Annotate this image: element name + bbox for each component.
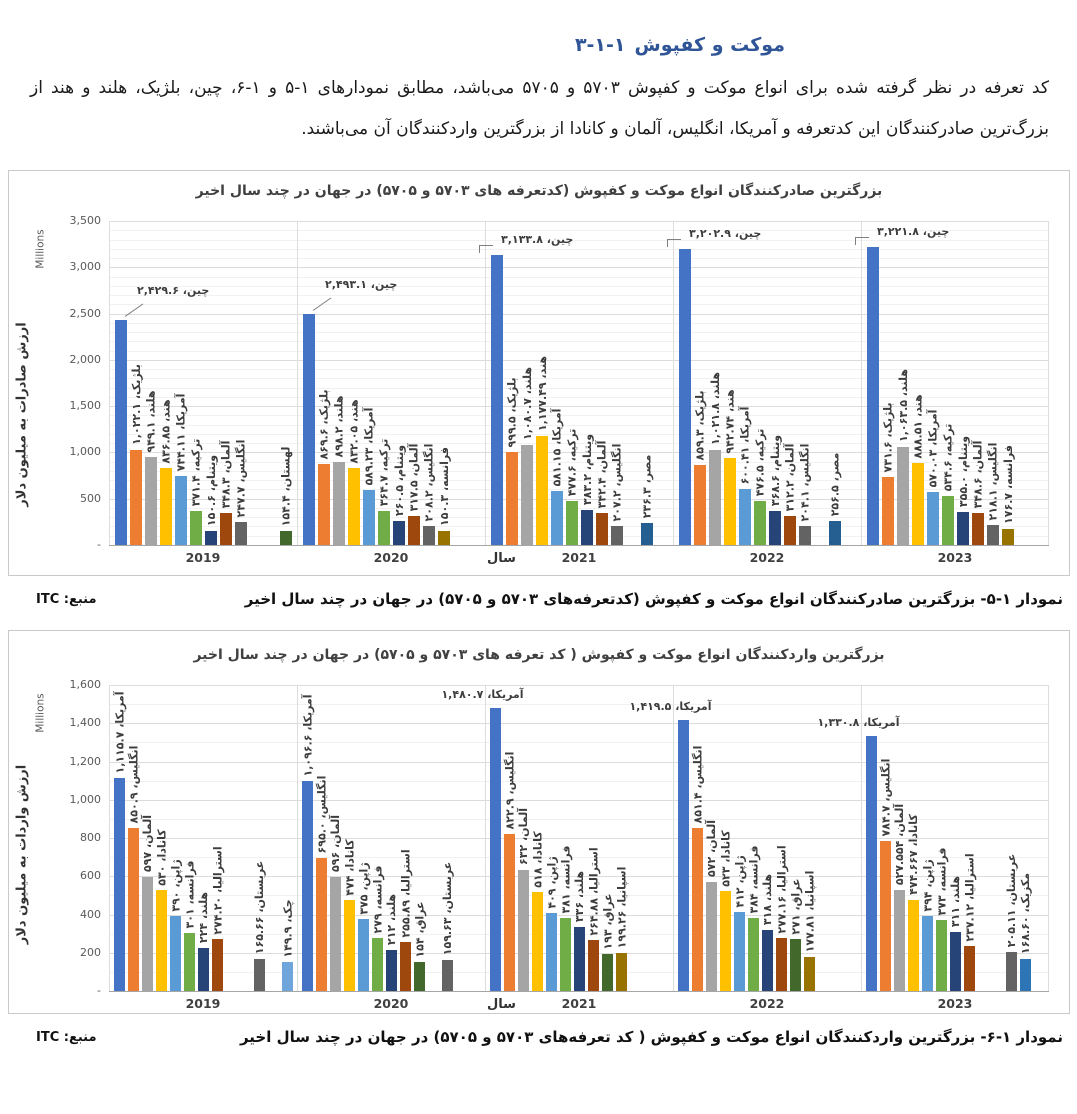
bar-label: عربستان، ۲۰۵.۱۱ <box>1005 853 1019 948</box>
bar <box>175 476 187 545</box>
bar <box>235 522 247 545</box>
bar-label: آلمان، ۳۴۲.۴ <box>595 440 609 509</box>
bar <box>942 496 954 545</box>
bar-label: آمریکا، ۱,۴۸۰.۷ <box>441 688 524 701</box>
bar <box>521 445 533 545</box>
bar <box>709 450 721 545</box>
bar <box>212 939 223 991</box>
bar <box>372 938 383 991</box>
minor-gridline <box>109 351 1049 352</box>
bar-label: هلند، ۳۳۶ <box>573 870 587 923</box>
bar-label: کانادا، ۴۷۴ <box>343 839 357 896</box>
bar-label: ترکیه، ۴۷۷.۶ <box>565 428 579 497</box>
bar-label: آلمان، ۵۲۷.۵۵۴ <box>893 803 907 886</box>
category-gridline <box>485 685 486 991</box>
bar <box>784 516 796 545</box>
y-axis-tick: - <box>97 984 101 997</box>
bar <box>560 918 571 991</box>
bar <box>588 940 599 991</box>
y-axis-tick: 1,400 <box>69 716 101 730</box>
bar-label: لهستان، ۱۵۴.۴ <box>279 446 293 527</box>
bar <box>378 511 390 545</box>
minor-gridline <box>109 249 1049 250</box>
bar <box>867 247 879 545</box>
bar <box>706 882 717 991</box>
bar-label: آلمان، ۳۴۸.۳ <box>219 440 233 509</box>
bar <box>358 919 369 991</box>
category-gridline <box>861 221 862 545</box>
year-label: 2020 <box>373 550 409 565</box>
bar <box>724 458 736 545</box>
minor-gridline <box>109 742 1049 743</box>
bar-label: استرالیا، ۲۶۴.۸۸ <box>587 847 601 936</box>
bar-label: چین، ۲,۴۹۳.۱ <box>325 278 398 291</box>
bar-label: هلند، ۱,۰۲۱.۸ <box>708 372 722 445</box>
bar-label: ویتنام، ۳۶۸.۶ <box>769 434 783 507</box>
source-value: ITC <box>36 591 60 607</box>
bar <box>694 465 706 545</box>
bar-label: استرالیا، ۲۵۵.۸۹ <box>399 849 413 938</box>
bar-label: کانادا، ۴۷۴.۶۶۷ <box>906 814 920 895</box>
bar <box>414 962 425 991</box>
section-title: موکت و کفپوش <box>634 34 785 56</box>
bar-label: آلمان، ۳۱۲.۲ <box>783 443 797 512</box>
bar <box>518 870 529 991</box>
bar-label: آمریکا، ۵۷۰.۰۳ <box>926 409 940 488</box>
minor-gridline <box>109 443 1049 444</box>
bar <box>922 916 933 991</box>
category-gridline <box>673 685 674 991</box>
bar-label: هلند، ۲۱۲ <box>385 893 399 946</box>
bar <box>344 900 355 991</box>
bar <box>504 834 515 991</box>
bar <box>400 942 411 991</box>
bar <box>170 916 181 991</box>
imports-chart-title: بزرگترین واردکنندگان انواع موکت و کفپوش ( کد تعرفه های ۵۷۰۳ و ۵۷۰۵) در جهان در چند سال اخیر <box>193 647 885 663</box>
bar <box>790 939 801 991</box>
bar <box>894 890 905 991</box>
bar-label: آمریکا، ۱,۱۱۵.۷ <box>113 691 127 774</box>
bar-label: ژاپن، ۳۷۵ <box>357 862 371 915</box>
bar <box>363 490 375 545</box>
bar-label: فرانسه، ۳۰۱ <box>183 860 197 929</box>
imports-source-note <box>36 1030 97 1045</box>
category-gridline <box>485 221 486 545</box>
bar-label: اسپانیا، ۱۹۹.۲۶ <box>615 866 629 949</box>
bar-label: هند، ۹۴۲.۷۴ <box>723 389 737 454</box>
bar-label: ژاپن، ۳۹۰ <box>169 859 183 912</box>
bar <box>330 877 341 991</box>
minor-gridline <box>109 304 1049 305</box>
bar-label: ترکیه، ۳۷۱.۴ <box>189 438 203 507</box>
bar-label: اسپانیا، ۱۷۷.۸۱ <box>803 870 817 953</box>
callout-bracket <box>855 237 869 238</box>
callout-bracket <box>667 239 681 240</box>
section-heading <box>0 34 1077 56</box>
minor-gridline <box>109 323 1049 324</box>
y-axis-tick: 1,200 <box>69 754 101 768</box>
bar <box>739 489 751 545</box>
bar <box>880 841 891 991</box>
section-number: ۳-۱-۱ <box>574 34 626 56</box>
bar-label: ژاپن، ۳۹۴ <box>921 859 935 912</box>
bar <box>678 720 689 991</box>
bar <box>720 891 731 991</box>
y-axis-tick: 2,000 <box>69 352 101 366</box>
y-axis-tick: 1,600 <box>69 678 101 691</box>
bar-label: آلمان، ۵۷۲ <box>704 820 718 877</box>
bar-label: کانادا، ۵۲۳ <box>719 830 733 887</box>
category-gridline <box>297 685 298 991</box>
bar-label: آمریکا، ۱,۴۱۹.۵ <box>629 700 712 713</box>
bar-label: هلند، ۹۴۹.۱ <box>144 390 158 453</box>
major-gridline <box>109 360 1049 361</box>
bar <box>393 521 405 545</box>
bar <box>532 892 543 991</box>
bar <box>882 477 894 545</box>
bar <box>316 858 327 991</box>
bar-label: فرانسه، ۳۷۳ <box>935 847 949 916</box>
major-gridline <box>109 267 1049 268</box>
bar-label: انگلیس، ۸۵۰.۹ <box>127 745 141 824</box>
bar <box>866 736 877 991</box>
bar <box>829 521 841 545</box>
major-gridline <box>109 723 1049 724</box>
bar <box>318 464 330 545</box>
bar-label: ترکیه، ۴۷۶.۵ <box>753 428 767 497</box>
minor-gridline <box>109 341 1049 342</box>
exports-chart <box>8 170 1070 576</box>
category-gridline <box>861 685 862 991</box>
category-gridline <box>109 221 110 545</box>
bar-label: هند، ۸۳۲.۰۵ <box>347 399 361 464</box>
bar <box>142 877 153 991</box>
bar-label: چک، ۱۴۹.۹ <box>281 899 295 958</box>
minor-gridline <box>109 277 1049 278</box>
bar-label: آلمان، ۳۱۷.۵ <box>407 443 421 512</box>
bar <box>160 468 172 545</box>
bar <box>987 525 999 545</box>
bar <box>596 513 608 545</box>
y-axis-tick: 400 <box>80 907 101 921</box>
major-gridline <box>109 685 1049 686</box>
major-gridline <box>109 762 1049 763</box>
y-axis-tick: 1,000 <box>69 445 101 459</box>
bar <box>205 531 217 545</box>
bar-label: آمریکا، ۶۰۰.۴۱ <box>738 406 752 485</box>
bar <box>1006 952 1017 991</box>
bar-label: چین، ۲,۴۲۹.۶ <box>137 284 210 297</box>
bar-label: آلمان، ۳۴۸.۶ <box>971 440 985 509</box>
bar <box>734 912 745 991</box>
year-label: 2021 <box>561 550 597 565</box>
exports-x-axis-title: سال <box>487 551 516 566</box>
bar-label: بلژیک، ۱,۰۲۲.۱ <box>129 364 143 445</box>
bar-label: استرالیا، ۲۳۷.۱۲ <box>963 853 977 942</box>
bar <box>972 513 984 545</box>
bar-label: هلند، ۳۱۱ <box>949 875 963 928</box>
bar-label: آمریکا، ۷۴۴.۱۱ <box>174 393 188 472</box>
bar <box>190 511 202 545</box>
bar-label: عربستان، ۱۶۵.۶۶ <box>253 860 267 955</box>
bar-label: هلند، ۱,۰۸۰.۷ <box>520 367 534 440</box>
bar <box>964 946 975 991</box>
bar <box>128 828 139 991</box>
minor-gridline <box>109 781 1049 782</box>
bar-label: چین، ۳,۲۰۲.۹ <box>689 227 762 240</box>
year-label: 2023 <box>937 996 973 1011</box>
intro-paragraph: کد تعرفه در نظر گرفته شده برای انواع موکت و کفپوش ۵۷۰۳ و ۵۷۰۵ می‌باشد، مطابق نمودارهای ۱-۵ و ۱-۶، چین، بلژیک، هلند و هند از بزرگ‌ترین صادرکنندگان این کدتعرفه و آمریکا، انگلیس، آلمان و کانادا از بزرگترین واردکنندگان آن می‌باشند. <box>30 78 1049 139</box>
exports-plot-area <box>109 221 1049 546</box>
y-axis-tick: 2,500 <box>69 306 101 320</box>
bar <box>602 954 613 991</box>
imports-caption: نمودار ۱-۶- بزرگترین واردکنندگان انواع موکت و کفپوش ( کد تعرفه‌های ۵۷۰۳ و ۵۷۰۵) در جهان در چند سال اخیر <box>239 1028 1063 1046</box>
bar <box>490 708 501 991</box>
bar <box>762 930 773 991</box>
bar-label: ژاپن، ۴۰۹ <box>545 856 559 909</box>
bar <box>156 890 167 991</box>
bar-label: استرالیا، ۲۷۴.۲۰ <box>211 846 225 935</box>
bar <box>115 320 127 545</box>
bar-label: هلند، ۳۱۸ <box>761 873 775 926</box>
bar <box>491 255 503 545</box>
bar-label: چین، ۳,۱۳۳.۸ <box>501 233 574 246</box>
bar <box>303 314 315 545</box>
bar <box>912 463 924 545</box>
minor-gridline <box>109 240 1049 241</box>
bar-label: هند، ۱,۱۷۷.۴۹ <box>536 355 550 432</box>
year-label: 2019 <box>185 550 221 565</box>
y-axis-tick: 1,500 <box>69 399 101 413</box>
imports-units-label: Millions <box>35 693 47 733</box>
bar <box>333 462 345 545</box>
bar-label: انگلیس، ۲۴۷.۷ <box>234 439 248 518</box>
year-label: 2021 <box>561 996 597 1011</box>
bar <box>566 501 578 545</box>
bar <box>130 450 142 545</box>
bar-label: انگلیس، ۸۵۱.۴ <box>691 745 705 824</box>
y-axis-tick: - <box>97 538 101 551</box>
bar <box>574 927 585 991</box>
bar-label: عراق، ۱۵۴ <box>413 901 427 958</box>
bar-label: ترکیه، ۳۶۴.۷ <box>377 438 391 507</box>
bar <box>1020 959 1031 991</box>
bar <box>423 526 435 545</box>
exports-caption-row <box>36 590 1063 608</box>
bar-label: انگلیس، ۸۲۲.۹ <box>503 751 517 830</box>
bar-label: آلمان، ۵۹۷ <box>140 815 154 872</box>
minor-gridline <box>109 704 1049 705</box>
imports-caption-row <box>36 1028 1063 1046</box>
bar-label: هند، ۸۳۶.۸۵ <box>159 399 173 464</box>
bar-label: مکزیک، ۱۶۸.۶۰ <box>1019 872 1033 955</box>
bar <box>551 491 563 545</box>
bar <box>581 510 593 545</box>
bar-label: بلژیک، ۸۵۹.۳ <box>693 390 707 461</box>
bar-label: ژاپن، ۴۱۲ <box>733 855 747 908</box>
bar-label: بلژیک، ۸۶۹.۶ <box>317 389 331 460</box>
bar <box>386 950 397 991</box>
bar-label: انگلیس، ۲۰۸.۲ <box>422 443 436 522</box>
bar-label: مصر، ۲۳۶.۳ <box>640 454 654 519</box>
y-axis-tick: 3,000 <box>69 260 101 274</box>
bar <box>936 920 947 991</box>
exports-chart-title: بزرگترین صادرکنندگان انواع موکت و کفپوش (کدتعرفه های ۵۷۰۳ و ۵۷۰۵) در جهان در چند سال اخیر <box>195 183 883 199</box>
bar-label: هند، ۸۸۸.۵۱ <box>911 394 925 459</box>
bar-label: ویتنام، ۳۸۳.۲ <box>581 433 595 506</box>
exports-y-axis-title: ارزش صادرات به میلیون دلار <box>14 321 30 507</box>
bar <box>616 953 627 991</box>
bar <box>611 526 623 545</box>
bar <box>546 913 557 991</box>
bar-label: آلمان، ۶۳۲ <box>516 808 530 865</box>
category-gridline <box>297 221 298 545</box>
bar-label: عربستان، ۱۵۹.۶۳ <box>441 861 455 956</box>
year-label: 2019 <box>185 996 221 1011</box>
bar-label: انگلیس، ۲۰۴.۱ <box>798 443 812 522</box>
bar-label: عراق، ۲۷۱ <box>789 878 803 935</box>
bar <box>769 511 781 545</box>
bar-label: آمریکا، ۱,۳۳۰.۸ <box>817 716 900 729</box>
category-gridline <box>673 221 674 545</box>
bar-label: فرانسه، ۳۸۴ <box>747 845 761 914</box>
bar <box>897 447 909 545</box>
bar-label: بلژیک، ۷۳۱.۶ <box>881 402 895 473</box>
bar <box>957 512 969 545</box>
bar <box>442 960 453 991</box>
source-value: ITC <box>36 1029 60 1045</box>
year-label: 2023 <box>937 550 973 565</box>
callout-bracket <box>479 245 493 246</box>
bar <box>145 457 157 545</box>
bar <box>438 531 450 545</box>
bar-label: ویتنام، ۳۵۵.۰ <box>957 435 971 508</box>
bar-label: چین، ۳,۲۲۱.۸ <box>877 225 950 238</box>
bar-label: فرانسه، ۲۷۹ <box>371 865 385 934</box>
bar-label: کانادا، ۵۱۸ <box>531 831 545 888</box>
major-gridline <box>109 221 1049 222</box>
bar <box>799 526 811 545</box>
bar-label: انگلیس، ۷۸۴.۷ <box>879 758 893 837</box>
bar <box>506 452 518 545</box>
bar <box>950 932 961 991</box>
bar <box>220 513 232 545</box>
bar-label: آمریکا، ۵۸۱.۱۵ <box>550 408 564 487</box>
bar <box>641 523 653 545</box>
bar <box>536 436 548 545</box>
minor-gridline <box>109 258 1049 259</box>
bar-label: عراق، ۱۹۳ <box>601 893 615 950</box>
y-axis-tick: 600 <box>80 869 101 883</box>
exports-units-label: Millions <box>35 229 47 269</box>
bar <box>1002 529 1014 545</box>
callout-bracket <box>479 245 480 253</box>
bar-label: انگلیس، ۶۹۵.۰ <box>315 775 329 854</box>
bar-label: انگلیس، ۲۱۸.۱ <box>986 442 1000 521</box>
bar <box>927 492 939 545</box>
minor-gridline <box>109 286 1049 287</box>
bar-label: ویتنام، ۲۶۰.۵ <box>393 444 407 517</box>
bar <box>776 938 787 991</box>
bar <box>184 933 195 991</box>
y-axis-tick: 800 <box>80 831 101 844</box>
bar <box>408 516 420 545</box>
bar-label: ویتنام، ۱۵۰.۶ <box>205 454 219 527</box>
bar-label: آلمان، ۵۹۶ <box>328 815 342 872</box>
imports-y-axis-title: ارزش واردات به میلیون دلار <box>14 764 30 944</box>
bar-label: آمریکا، ۵۸۹.۲۳ <box>362 407 376 486</box>
bar-label: آمریکا، ۱,۰۹۶.۶ <box>301 694 315 777</box>
bar-label: استرالیا، ۲۷۷.۱۶ <box>775 845 789 934</box>
bar-label: ترکیه، ۵۳۴.۶ <box>941 423 955 492</box>
bar-label: انگلیس، ۲۰۷.۲ <box>610 443 624 522</box>
bar-label: فرانسه، ۱۵۰.۳ <box>437 447 451 526</box>
callout-bracket <box>667 239 668 247</box>
bar <box>254 959 265 991</box>
bar <box>302 781 313 991</box>
bar-label: فرانسه، ۱۷۶.۷ <box>1001 445 1015 524</box>
source-label: منبع: <box>63 591 97 607</box>
y-axis-tick: 500 <box>80 491 101 505</box>
major-gridline <box>109 314 1049 315</box>
bar <box>114 778 125 991</box>
category-gridline <box>1048 685 1049 991</box>
year-label: 2022 <box>749 996 785 1011</box>
bar-label: هلند، ۲۲۴ <box>197 891 211 944</box>
bar-label: بلژیک، ۹۹۹.۵ <box>505 377 519 448</box>
bar <box>679 249 691 545</box>
year-label: 2022 <box>749 550 785 565</box>
y-axis-tick: 200 <box>80 945 101 959</box>
bar-label: هلند، ۱,۰۶۳.۵ <box>896 369 910 442</box>
minor-gridline <box>109 295 1049 296</box>
bar <box>804 957 815 991</box>
imports-plot-area <box>109 685 1049 992</box>
bar <box>748 918 759 991</box>
bar <box>280 531 292 545</box>
imports-chart <box>8 630 1070 1014</box>
bar-label: فرانسه، ۳۸۱ <box>559 845 573 914</box>
bar <box>908 900 919 991</box>
bar <box>754 501 766 545</box>
major-gridline <box>109 800 1049 801</box>
source-label: منبع: <box>63 1029 97 1045</box>
exports-caption: نمودار ۱-۵- بزرگترین صادرکنندگان انواع موکت و کفپوش (کدتعرفه‌های ۵۷۰۳ و ۵۷۰۵) در جهان در چند سال اخیر <box>244 590 1063 608</box>
y-axis-tick: 1,000 <box>69 792 101 806</box>
category-gridline <box>109 685 110 991</box>
bar <box>692 828 703 991</box>
year-label: 2020 <box>373 996 409 1011</box>
bar <box>198 948 209 991</box>
bar <box>282 962 293 991</box>
minor-gridline <box>109 332 1049 333</box>
callout-bracket <box>855 237 856 245</box>
bar-label: هلند، ۸۹۸.۲ <box>332 395 346 458</box>
y-axis-tick: 3,500 <box>69 214 101 227</box>
bar-label: مصر، ۲۵۶.۵ <box>828 452 842 517</box>
category-gridline <box>1048 221 1049 545</box>
bar-label: کانادا، ۵۳۰ <box>155 829 169 886</box>
exports-source-note <box>36 592 97 607</box>
imports-x-axis-title: سال <box>487 997 516 1012</box>
bar <box>348 468 360 545</box>
